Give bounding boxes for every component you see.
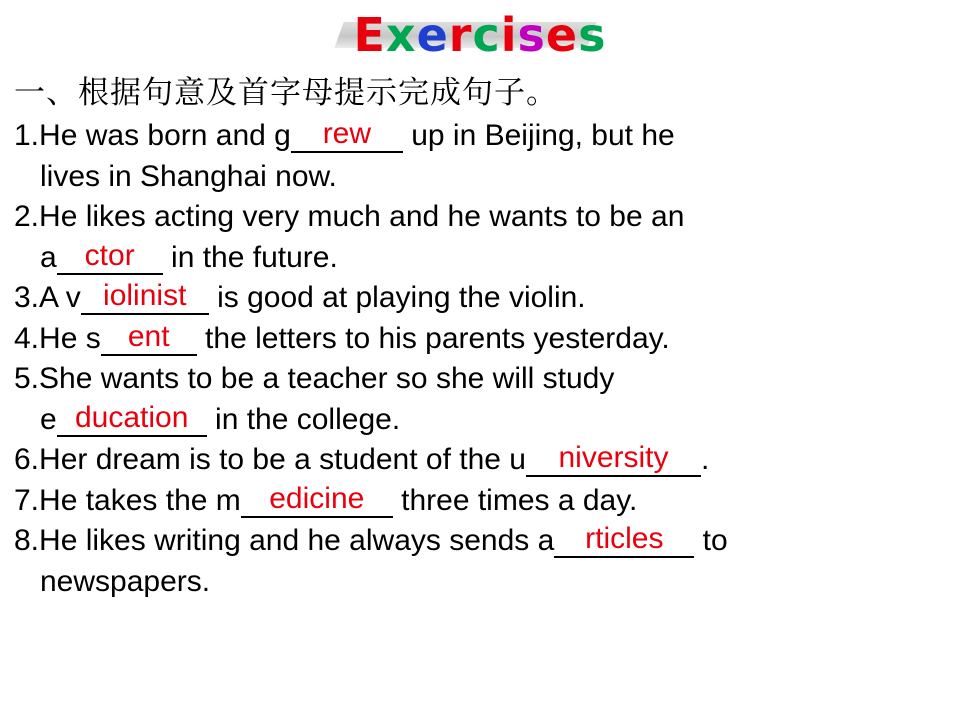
exercise-sentence bbox=[39, 281, 586, 314]
exercise-item-continuation bbox=[14, 157, 950, 198]
sentence-text: e bbox=[40, 402, 57, 436]
exercise-number: 5. bbox=[14, 362, 40, 395]
sentence-text: He s bbox=[39, 321, 101, 355]
exercise-sentence bbox=[39, 200, 684, 233]
sentence-text: in the college. bbox=[206, 402, 401, 436]
title-letter: x bbox=[385, 8, 417, 62]
answer-blank[interactable]: ent bbox=[101, 320, 197, 356]
slide-title-area bbox=[0, 8, 960, 68]
exercise-item bbox=[14, 521, 950, 562]
title-letter: r bbox=[448, 8, 473, 62]
answer-blank[interactable]: ctor bbox=[57, 239, 163, 275]
sentence-text: . bbox=[700, 443, 710, 476]
exercise-number: 7. bbox=[14, 483, 40, 517]
exercise-sentence bbox=[39, 481, 638, 517]
exercise-item bbox=[14, 278, 950, 319]
answer-blank[interactable]: rticles bbox=[554, 522, 694, 558]
title-letter: i bbox=[500, 8, 518, 62]
exercise-item-continuation bbox=[14, 238, 950, 279]
answer-blank[interactable]: iolinist bbox=[81, 279, 209, 315]
sentence-text: is good at playing the violin. bbox=[208, 281, 586, 314]
exercise-item bbox=[14, 359, 950, 400]
exercise-item-continuation bbox=[14, 562, 950, 603]
title-letter: c bbox=[472, 8, 501, 62]
exercise-item-continuation bbox=[14, 400, 950, 441]
sentence-text: a bbox=[40, 240, 57, 274]
exercise-number: 3. bbox=[14, 281, 40, 314]
slide-body bbox=[14, 72, 950, 602]
sentence-text: A v bbox=[39, 281, 81, 314]
slide-title-text bbox=[353, 8, 606, 62]
answer-blank[interactable]: edicine bbox=[241, 482, 393, 518]
exercise-number: 4. bbox=[14, 321, 40, 355]
sentence-text: three times a day. bbox=[392, 483, 638, 517]
exercise-number: 2. bbox=[14, 200, 40, 233]
sentence-text: newspapers. bbox=[40, 564, 211, 598]
slide-title bbox=[353, 8, 606, 62]
sentence-text: to bbox=[694, 524, 728, 557]
exercise-sentence bbox=[39, 119, 675, 152]
exercise-sentence bbox=[39, 524, 728, 557]
sentence-text: Her dream is to be a student of the u bbox=[39, 443, 526, 476]
exercise-list bbox=[14, 116, 950, 602]
sentence-text: She wants to be a teacher so she will study bbox=[39, 362, 615, 395]
title-letter: s bbox=[517, 8, 546, 62]
exercise-item bbox=[14, 319, 950, 360]
sentence-text: He was born and g bbox=[39, 119, 291, 152]
exercise-number: 8. bbox=[14, 524, 40, 557]
sentence-text: He likes writing and he always sends a bbox=[39, 524, 555, 557]
exercise-number: 6. bbox=[14, 443, 40, 476]
sentence-text: lives in Shanghai now. bbox=[40, 159, 337, 193]
answer-blank[interactable]: rew bbox=[291, 117, 403, 153]
section-heading: 一、根据句意及首字母提示完成句子。 bbox=[14, 75, 558, 111]
sentence-text: He takes the m bbox=[39, 483, 241, 517]
answer-blank[interactable]: niversity bbox=[526, 441, 701, 477]
exercise-item bbox=[14, 116, 950, 157]
exercise-sentence bbox=[39, 319, 670, 355]
exercise-item bbox=[14, 197, 950, 238]
exercise-sentence bbox=[39, 443, 709, 476]
sentence-text: up in Beijing, but he bbox=[402, 119, 675, 152]
sentence-text: He likes acting very much and he wants to be an bbox=[39, 200, 685, 233]
title-letter: E bbox=[353, 8, 386, 62]
title-letter: e bbox=[545, 8, 579, 62]
title-letter: s bbox=[578, 8, 607, 62]
answer-blank[interactable]: ducation bbox=[57, 401, 207, 437]
sentence-text: in the future. bbox=[162, 240, 338, 274]
sentence-text: the letters to his parents yesterday. bbox=[196, 321, 670, 355]
exercise-number: 1. bbox=[14, 119, 40, 152]
exercise-item bbox=[14, 481, 950, 522]
exercise-item bbox=[14, 440, 950, 481]
exercise-sentence bbox=[39, 362, 614, 395]
title-letter: e bbox=[416, 8, 449, 62]
